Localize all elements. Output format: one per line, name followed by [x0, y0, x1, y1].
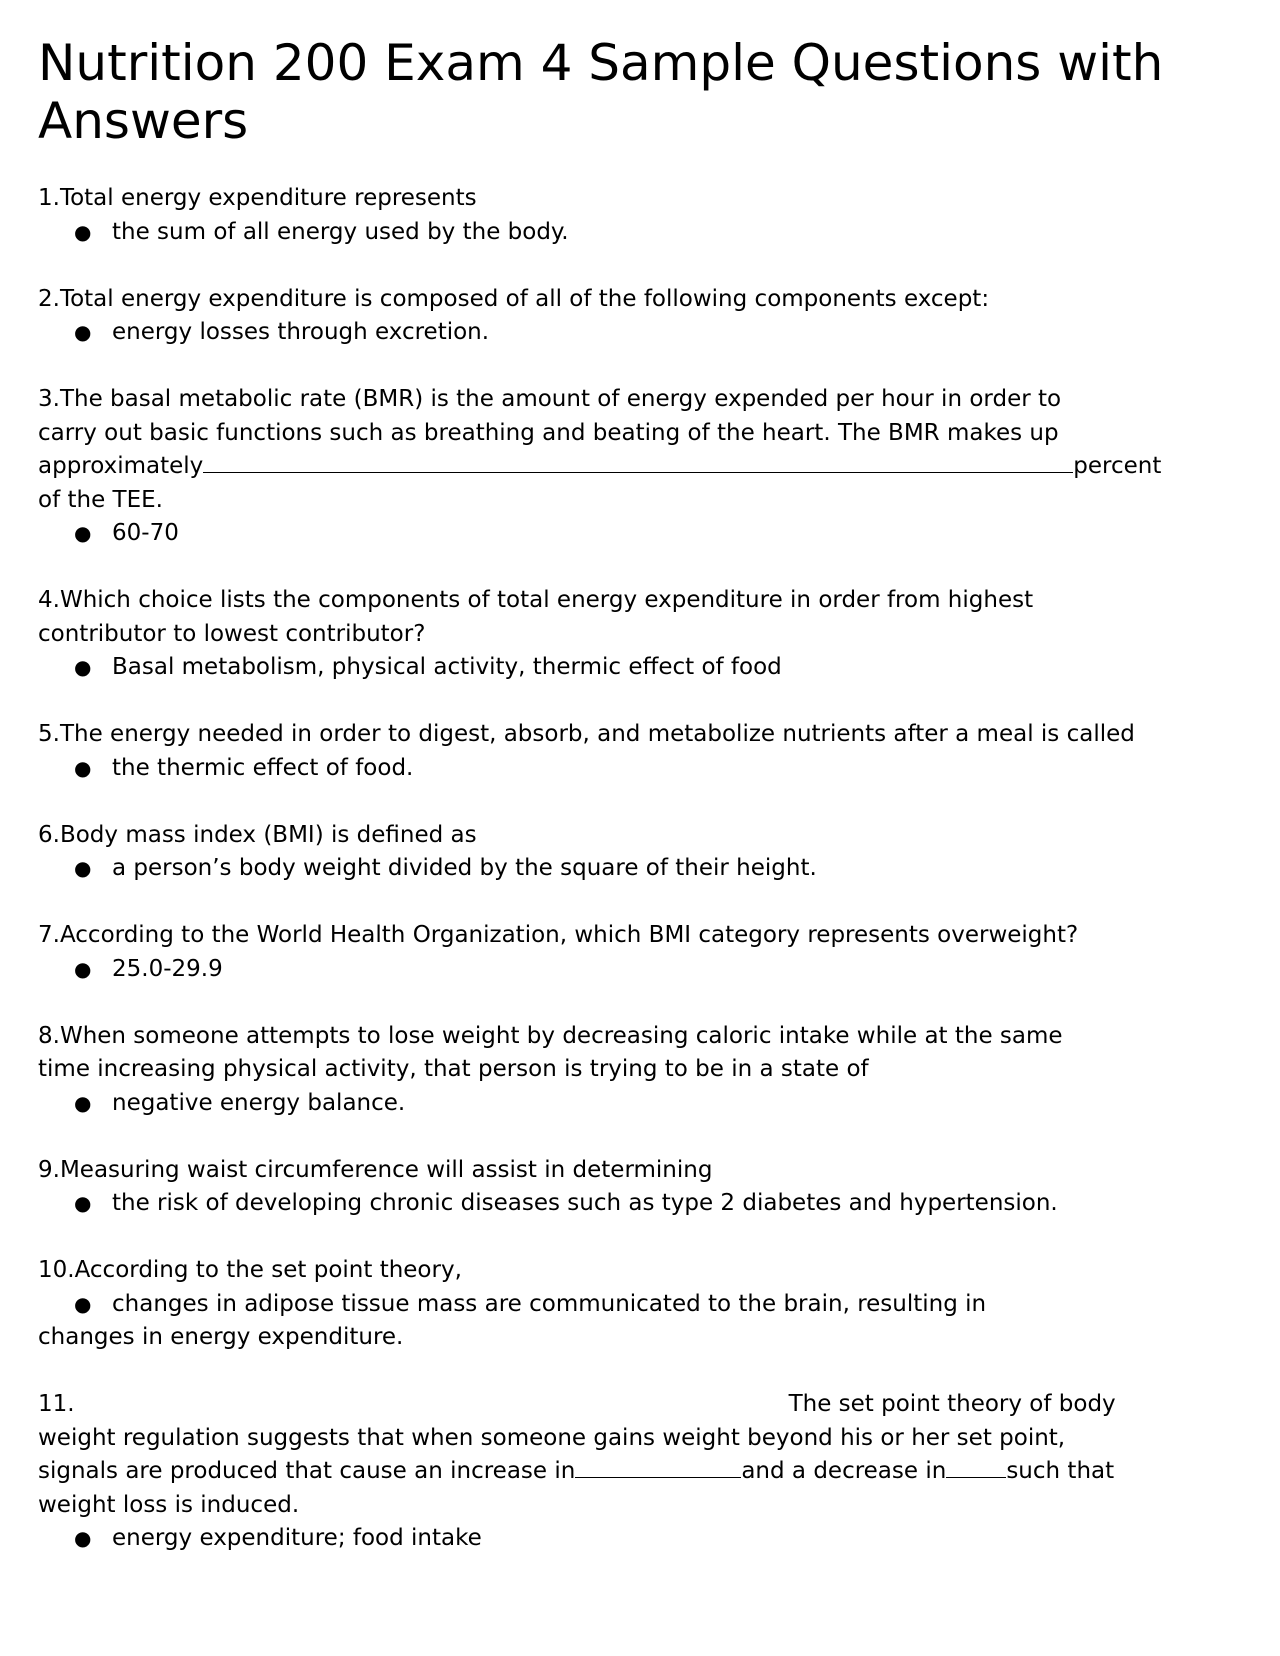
question-text-line-1: When someone attempts to lose weight by decreasing caloric intake while at the same	[59, 1022, 1063, 1049]
question-text: According to the set point theory,	[74, 1257, 462, 1283]
question-text-line-2: contributor to lowest contributor?	[38, 620, 426, 647]
question-number: 8.	[38, 1022, 60, 1049]
answer	[38, 1087, 1248, 1121]
question-text-line-3b: and a decrease in	[741, 1458, 947, 1484]
bullet-icon: ●	[74, 1526, 92, 1550]
bullet-icon: ●	[74, 856, 92, 880]
question-text-line-2: carry out basic functions such as breathing and beating of the heart. The BMR makes up	[38, 419, 1059, 446]
question-number: 5.	[38, 721, 60, 747]
answer-text: Basal metabolism, physical activity, thermic effect of food	[112, 654, 782, 680]
question-text-line-4: weight loss is induced.	[38, 1491, 300, 1518]
answer	[38, 752, 1248, 786]
question-number: 2.	[38, 285, 60, 312]
answer-text-line-1: changes in adipose tissue mass are communicated to the brain, resulting in	[112, 1290, 987, 1317]
question-9	[38, 1154, 1248, 1221]
answer-text-line-2: changes in energy expenditure.	[38, 1324, 404, 1350]
question-text-line-1: The basal metabolic rate (BMR) is the amount of energy expended per hour in order to	[59, 386, 1062, 412]
answer-text: the sum of all energy used by the body.	[112, 218, 569, 245]
question-number: 1.	[38, 185, 60, 211]
answer-text: the thermic effect of food.	[112, 754, 414, 781]
answer-text: negative energy balance.	[112, 1089, 406, 1116]
bullet-icon: ●	[74, 956, 92, 981]
question-text: Total energy expenditure represents	[59, 185, 477, 211]
question-number: 7.	[38, 922, 60, 948]
question-text: Measuring waist circumference will assist in determining	[59, 1156, 713, 1183]
bullet-icon: ●	[74, 1090, 92, 1115]
question-text-post-blank: percent	[1073, 453, 1162, 479]
fill-in-blank	[203, 452, 1073, 473]
question-number: 10.	[38, 1257, 75, 1283]
answer-text: 60-70	[112, 520, 179, 546]
question-text-pre-blank: approximately	[38, 453, 204, 479]
answer-text: energy losses through excretion.	[112, 319, 490, 345]
question-number: 4.	[38, 587, 60, 613]
bullet-icon: ●	[74, 1191, 92, 1215]
bullet-icon: ●	[74, 521, 92, 545]
question-text-line-1: Which choice lists the components of total energy expenditure in order from highest	[59, 587, 1034, 613]
bullet-icon: ●	[74, 1291, 92, 1316]
fill-in-blank	[575, 1457, 741, 1478]
question-6	[38, 819, 1248, 886]
answer	[38, 651, 1248, 685]
answer	[38, 953, 1248, 987]
question-1	[38, 182, 1248, 249]
question-4	[38, 584, 1248, 685]
question-text-line-2: weight regulation suggests that when someone gains weight beyond his or her set point,	[38, 1424, 1066, 1451]
bullet-icon: ●	[74, 320, 92, 344]
answer	[38, 517, 1248, 551]
question-number: 11.	[38, 1391, 75, 1417]
answer	[38, 852, 1248, 886]
question-text: Total energy expenditure is composed of all of the following components except:	[59, 285, 990, 312]
answer	[38, 316, 1248, 350]
answer	[38, 1187, 1248, 1221]
question-list	[38, 182, 1248, 1556]
question-5	[38, 718, 1248, 785]
question-text: Body mass index (BMI) is defined as	[59, 821, 477, 848]
answer-text: energy expenditure; food intake	[112, 1525, 482, 1551]
question-number: 3.	[38, 386, 60, 412]
answer-text: the risk of developing chronic diseases such as type 2 diabetes and hypertension.	[112, 1190, 1058, 1216]
answer-text: 25.0-29.9	[112, 955, 223, 982]
question-text-line-4: of the TEE.	[38, 486, 163, 513]
question-text: The energy needed in order to digest, absorb, and metabolize nutrients after a meal is called	[59, 721, 1135, 747]
question-3	[38, 383, 1248, 551]
fill-in-blank	[946, 1457, 1006, 1478]
answer	[38, 216, 1248, 250]
question-8	[38, 1020, 1248, 1121]
question-2	[38, 283, 1248, 350]
question-11	[38, 1388, 1248, 1556]
question-text: According to the World Health Organization, which BMI category represents overweight?	[59, 922, 1079, 948]
question-7	[38, 919, 1248, 986]
answer	[38, 1522, 1248, 1556]
answer	[38, 1288, 1248, 1322]
bullet-icon: ●	[74, 219, 92, 244]
question-text-line-3c: such that	[1006, 1458, 1115, 1484]
question-10	[38, 1254, 1248, 1355]
question-text-line-3a: signals are produced that cause an increase in	[38, 1458, 576, 1484]
document-title: Nutrition 200 Exam 4 Sample Questions with Answers	[38, 34, 1164, 150]
document-page	[38, 34, 1248, 1589]
bullet-icon: ●	[74, 755, 92, 780]
question-number: 9.	[38, 1156, 60, 1183]
bullet-icon: ●	[74, 655, 92, 679]
question-text-line-2: time increasing physical activity, that person is trying to be in a state of	[38, 1056, 869, 1082]
question-number: 6.	[38, 821, 60, 848]
answer-text: a person’s body weight divided by the square of their height.	[112, 855, 817, 881]
question-text-line-1: The set point theory of body	[788, 1391, 1116, 1417]
